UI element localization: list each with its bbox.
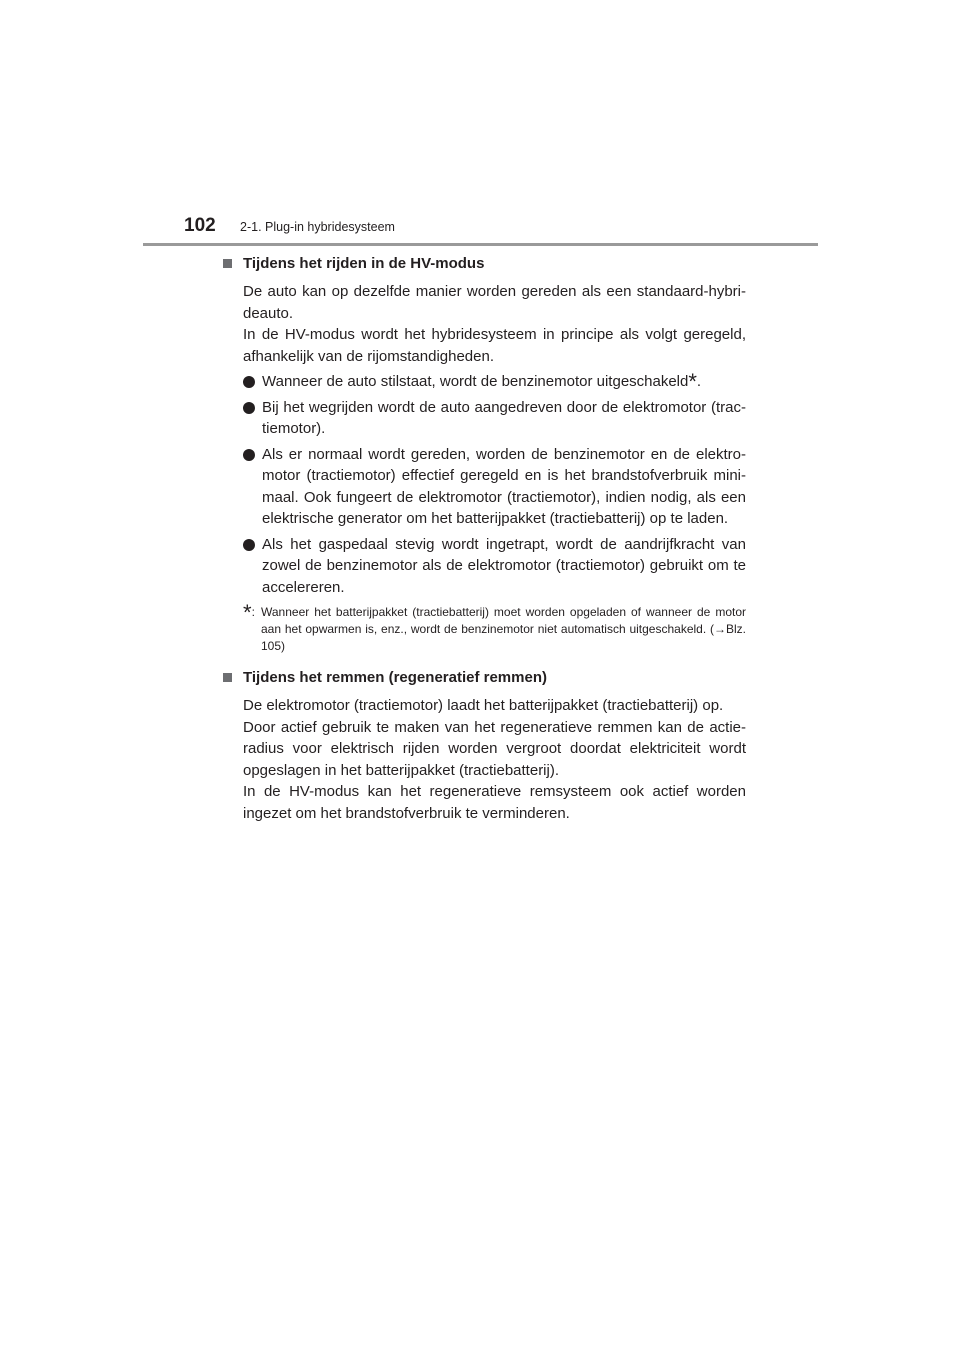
round-bullet-icon xyxy=(243,449,255,461)
list-item xyxy=(243,397,746,440)
list-item xyxy=(243,534,746,599)
paragraph: Door actief gebruik te maken van het regeneratieve remmen kan de actie-radius voor elektrisch rijden worden vergroot doordat elektriciteit wordt opgeslagen in het batterijpakket (tractiebatterij). xyxy=(243,718,746,779)
list-item xyxy=(243,444,746,530)
page-number: 102 xyxy=(184,215,216,236)
page-content xyxy=(222,253,746,824)
chapter-title: 2-1. Plug-in hybridesysteem xyxy=(240,220,395,234)
section-hv-mode xyxy=(222,253,746,655)
paragraph: De auto kan op dezelfde manier worden gereden als een standaard-hybri-deauto. xyxy=(243,283,746,322)
section-heading xyxy=(222,253,746,274)
list-item xyxy=(243,371,746,393)
list-item-text: Als er normaal wordt gereden, worden de benzinemotor en de elektro-motor (tractiemotor) effectief geregeld en is het brandstofverbruik mini-maal. Ook fungeert de elektromotor (tractiemotor), indien nodig, als een elektrische generator om het batterijpakket (tractiebatterij) op te laden. xyxy=(262,445,746,527)
header-divider xyxy=(143,243,818,246)
section-heading-text: Tijdens het remmen (regeneratief remmen) xyxy=(243,669,547,686)
paragraph: In de HV-modus kan het regeneratieve remsysteem ook actief worden ingezet om het brandstofverbruik te verminderen. xyxy=(243,783,746,822)
round-bullet-icon xyxy=(243,539,255,551)
footnote-mark xyxy=(243,600,255,625)
round-bullet-icon xyxy=(243,376,255,388)
list-item-suffix: . xyxy=(696,373,702,390)
list-item-text: Bij het wegrijden wordt de auto aangedreven door de elektromotor (trac-tiemotor). xyxy=(262,398,746,437)
section-regenerative-braking xyxy=(222,667,746,824)
paragraph: De elektromotor (tractiemotor) laadt het batterijpakket (tractiebatterij) op. xyxy=(243,697,724,714)
paragraph: In de HV-modus wordt het hybridesysteem in principe als volgt geregeld, afhankelijk van de rijomstandigheden. xyxy=(243,326,746,365)
footnote-separator: : xyxy=(251,605,255,619)
section-heading xyxy=(222,667,746,688)
round-bullet-icon xyxy=(243,402,255,414)
list-item-text: Wanneer de auto stilstaat, wordt de benzinemotor uitgeschakeld xyxy=(262,373,689,390)
square-bullet-icon xyxy=(223,259,232,268)
footnote-text: Wanneer het batterijpakket (tractiebatterij) moet worden opgeladen of wanneer de motor aan het opwarmen is, enz., wordt de benzinemotor niet automatisch uitgeschakeld. (→Blz. 105) xyxy=(261,605,746,653)
footnote-reference-mark: * xyxy=(688,369,697,394)
bullet-list xyxy=(243,371,746,598)
list-item-text: Als het gaspedaal stevig wordt ingetrapt, wordt de aandrijfkracht van zowel de benzinemotor als de elektromotor (tractiemotor) gebruikt om te accelereren. xyxy=(262,535,746,596)
square-bullet-icon xyxy=(223,673,232,682)
section-heading-text: Tijdens het rijden in de HV-modus xyxy=(243,255,485,272)
footnote xyxy=(243,600,746,655)
footnote-star: * xyxy=(243,600,252,625)
